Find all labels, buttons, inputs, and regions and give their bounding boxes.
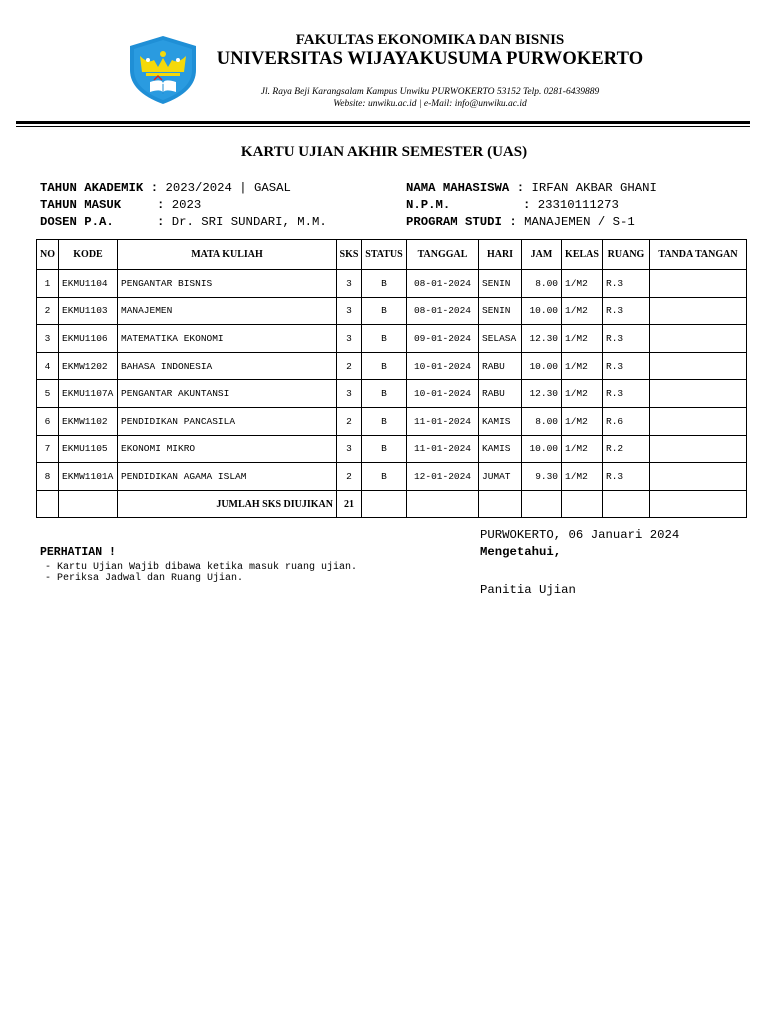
cell-kode: EKMU1106 [59,325,118,353]
document-title: KARTU UJIAN AKHIR SEMESTER (UAS) [240,144,528,160]
cell-ruang: R.3 [603,325,650,353]
cell-ruang: R.6 [603,407,650,435]
column-header: KELAS [562,240,603,270]
header-divider [16,121,750,124]
cell-tanggal: 09-01-2024 [407,325,479,353]
cell-kode: EKMU1104 [59,270,118,298]
cell-sks: 2 [337,407,362,435]
cell-tanda-tangan [650,352,747,380]
column-header: SKS [337,240,362,270]
cell-kode: EKMU1107A [59,380,118,408]
table-total-row [37,490,747,518]
cell-sks: 3 [337,435,362,463]
signature-place-date: PURWOKERTO, 06 Januari 2024 [480,528,680,542]
cell-ruang: R.3 [603,463,650,491]
cell-mata-kuliah: BAHASA INDONESIA [118,352,337,380]
cell-tanggal: 10-01-2024 [407,352,479,380]
cell-jam: 10.00 [522,297,562,325]
cell-tanggal: 08-01-2024 [407,297,479,325]
cell-tanda-tangan [650,435,747,463]
notice-item: - Kartu Ujian Wajib dibawa ketika masuk ruang ujian. [45,562,358,573]
signature-acknowledged: Mengetahui, [480,545,562,559]
info-value: IRFAN AKBAR GHANI [531,181,657,195]
university-address: Jl. Raya Beji Karangsalam Kampus Unwiku PURWOKERTO 53152 Telp. 0281-6439889 [260,87,600,97]
total-spacer [650,490,747,518]
cell-kelas: 1/M2 [562,297,603,325]
cell-no: 2 [37,297,59,325]
cell-ruang: R.3 [603,297,650,325]
cell-status: B [362,270,407,298]
university-name: UNIVERSITAS WIJAYAKUSUMA PURWOKERTO [216,49,644,69]
cell-status: B [362,463,407,491]
table-header-row [37,240,747,270]
cell-status: B [362,297,407,325]
column-header: NO [37,240,59,270]
cell-mata-kuliah: PENDIDIKAN PANCASILA [118,407,337,435]
total-spacer [362,490,407,518]
total-spacer [603,490,650,518]
cell-ruang: R.3 [603,270,650,298]
cell-kode: EKMU1103 [59,297,118,325]
info-tahun-akademik: TAHUN AKADEMIK : 2023/2024 | GASAL [40,181,291,195]
header-divider-thin [16,126,750,127]
cell-kelas: 1/M2 [562,463,603,491]
cell-tanggal: 10-01-2024 [407,380,479,408]
info-label: NAMA MAHASISWA [406,181,510,195]
info-npm-value: : 23310111273 [523,198,619,212]
cell-kode: EKMW1101A [59,463,118,491]
cell-jam: 8.00 [522,270,562,298]
cell-no: 8 [37,463,59,491]
cell-tanda-tangan [650,380,747,408]
column-header: KODE [59,240,118,270]
cell-kelas: 1/M2 [562,270,603,298]
cell-sks: 2 [337,463,362,491]
cell-kelas: 1/M2 [562,325,603,353]
cell-no: 5 [37,380,59,408]
cell-jam: 9.30 [522,463,562,491]
total-spacer [407,490,479,518]
info-label: TAHUN MASUK [40,198,122,212]
info-tahun-masuk [40,197,121,214]
total-spacer [479,490,522,518]
cell-no: 1 [37,270,59,298]
cell-kode: EKMW1102 [59,407,118,435]
cell-tanda-tangan [650,407,747,435]
cell-tanggal: 11-01-2024 [407,407,479,435]
cell-sks: 3 [337,297,362,325]
cell-tanggal: 12-01-2024 [407,463,479,491]
cell-no: 6 [37,407,59,435]
cell-no: 7 [37,435,59,463]
table-row [37,352,747,380]
cell-kelas: 1/M2 [562,352,603,380]
table-row [37,380,747,408]
cell-hari: SENIN [479,297,522,325]
column-header: MATA KULIAH [118,240,337,270]
university-contact: Website: unwiku.ac.id | e-Mail: info@unwiku.ac.id [333,99,527,109]
info-value: 2023 [171,198,202,212]
cell-hari: SENIN [479,270,522,298]
cell-hari: KAMIS [479,435,522,463]
cell-hari: RABU [479,380,522,408]
cell-tanda-tangan [650,297,747,325]
cell-kode: EKMU1105 [59,435,118,463]
table-row [37,463,747,491]
cell-jam: 8.00 [522,407,562,435]
cell-hari: RABU [479,352,522,380]
total-spacer [37,490,59,518]
cell-sks: 3 [337,270,362,298]
cell-ruang: R.2 [603,435,650,463]
exam-schedule-table [36,239,747,518]
info-nama-mahasiswa: NAMA MAHASISWA : IRFAN AKBAR GHANI [406,181,657,195]
cell-tanda-tangan [650,270,747,298]
info-value: 23310111273 [537,198,619,212]
cell-jam: 12.30 [522,380,562,408]
cell-mata-kuliah: PENGANTAR BISNIS [118,270,337,298]
cell-jam: 10.00 [522,352,562,380]
cell-no: 3 [37,325,59,353]
column-header: STATUS [362,240,407,270]
info-npm [406,197,450,214]
table-row [37,407,747,435]
cell-status: B [362,435,407,463]
total-spacer [522,490,562,518]
cell-status: B [362,407,407,435]
signature-signer: Panitia Ujian [480,583,576,597]
cell-kelas: 1/M2 [562,407,603,435]
cell-hari: KAMIS [479,407,522,435]
cell-mata-kuliah: MANAJEMEN [118,297,337,325]
cell-kode: EKMW1202 [59,352,118,380]
cell-mata-kuliah: EKONOMI MIKRO [118,435,337,463]
cell-tanggal: 11-01-2024 [407,435,479,463]
info-label: DOSEN P.A. [40,215,114,229]
cell-sks: 2 [337,352,362,380]
total-label: JUMLAH SKS DIUJIKAN [118,490,337,518]
info-value: MANAJEMEN / S-1 [524,215,635,229]
cell-hari: SELASA [479,325,522,353]
column-header: TANGGAL [407,240,479,270]
total-spacer [562,490,603,518]
cell-sks: 3 [337,380,362,408]
cell-kelas: 1/M2 [562,435,603,463]
cell-mata-kuliah: PENDIDIKAN AGAMA ISLAM [118,463,337,491]
cell-ruang: R.3 [603,352,650,380]
cell-tanda-tangan [650,463,747,491]
cell-kelas: 1/M2 [562,380,603,408]
total-sks: 21 [337,490,362,518]
cell-no: 4 [37,352,59,380]
column-header: RUANG [603,240,650,270]
table-row [37,435,747,463]
cell-jam: 10.00 [522,435,562,463]
cell-hari: JUMAT [479,463,522,491]
cell-tanda-tangan [650,325,747,353]
info-label: PROGRAM STUDI [406,215,502,229]
table-row [37,297,747,325]
info-value: 2023/2024 | GASAL [165,181,291,195]
cell-status: B [362,380,407,408]
cell-mata-kuliah: MATEMATIKA EKONOMI [118,325,337,353]
faculty-name: FAKULTAS EKONOMIKA DAN BISNIS [295,32,565,48]
column-header: JAM [522,240,562,270]
info-dosen-pa-value: : Dr. SRI SUNDARI, M.M. [157,215,327,229]
info-dosen-pa [40,214,114,231]
cell-sks: 3 [337,325,362,353]
total-spacer [59,490,118,518]
cell-status: B [362,325,407,353]
info-program-studi: PROGRAM STUDI : MANAJEMEN / S-1 [406,215,635,229]
cell-jam: 12.30 [522,325,562,353]
table-row [37,325,747,353]
table-row [37,270,747,298]
info-label: TAHUN AKADEMIK [40,181,144,195]
column-header: HARI [479,240,522,270]
notice-title: PERHATIAN ! [40,546,116,559]
notice-item: - Periksa Jadwal dan Ruang Ujian. [45,573,244,584]
cell-ruang: R.3 [603,380,650,408]
cell-status: B [362,352,407,380]
info-tahun-masuk-value: : 2023 [157,198,202,212]
column-header: TANDA TANGAN [650,240,747,270]
info-value: Dr. SRI SUNDARI, M.M. [171,215,327,229]
cell-tanggal: 08-01-2024 [407,270,479,298]
cell-mata-kuliah: PENGANTAR AKUNTANSI [118,380,337,408]
info-label: N.P.M. [406,198,451,212]
